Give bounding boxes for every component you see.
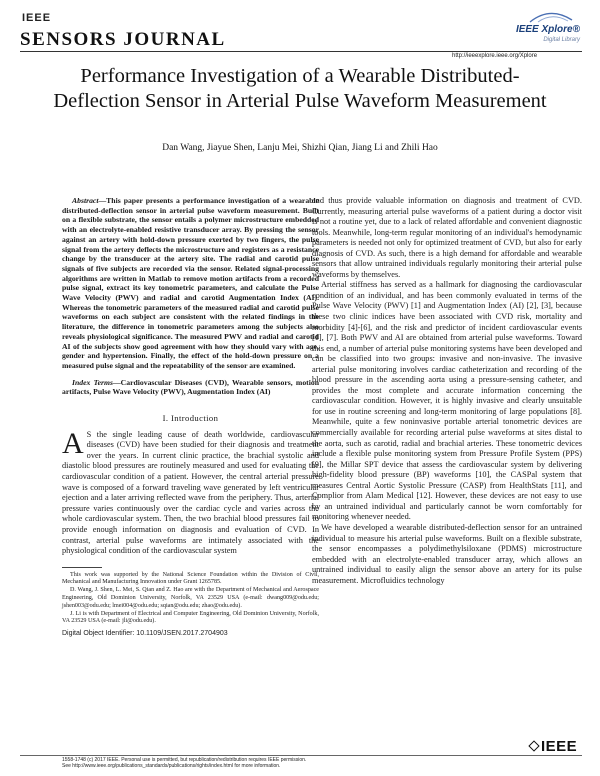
copyright-line: 1558-1748 (c) 2017 IEEE. Personal use is permitted, but republication/redistribution requires IEEE permission. (62, 757, 307, 763)
xplore-url-link[interactable]: http://ieeexplore.ieee.org/Xplore (452, 53, 538, 59)
doi: Digital Object Identifier: 10.1109/JSEN.2017.2704903 (62, 630, 228, 638)
index-terms (62, 378, 319, 397)
header-rule (20, 51, 582, 52)
footnotes (62, 572, 319, 627)
ieee-footer-logo-text: IEEE (541, 738, 578, 755)
copyright-notice (62, 757, 306, 769)
right-column (312, 196, 582, 586)
footer-rule (20, 755, 582, 756)
index-terms-text: —Cardiovascular Diseases (CVD), Wearable sensors, motion artifacts, Pulse Wave Velocity (PWV), Augmentation Index (AI) (62, 377, 319, 397)
ieee-xplore-logo[interactable] (480, 10, 580, 50)
body-paragraph: Arterial stiffness has served as a hallmark for diagnosing the cardiovascular condition of an individual, and has been commonly evaluated in terms of the Pulse Wave Velocity (PWV) [1] and Augmentation Index (AI) [2], [3], because these two clinic indices have been associated with CVD risk, mortality and morbidity [4]-[6], and the risk and predictor of incident cardiovascular events [1], [7]. Both PWV and AI are obtained from arterial pulse waveforms. Toward this end, a number of arterial pulse monitoring systems have been developed and can be classified into two groups: invasive and non-invasive. The invasive arterial pulse monitoring involves cardiac catheterization and recording of the blood pressure in the ascending aorta using a pressure-sensing catheter, and provides the most complete and accurate information concerning the cardiovascular condition. However, it is highly invasive and clearly unsuitable for use in routine screening and long-term monitoring of large populations [8]. Meanwhile, quite a few noninvasive portable arterial tonometric devices are commercially available for recording arterial pulse waveforms at sites distal to the aorta, such as carotid, radial and brachial arteries. These tonometric devices include a flexible pulse monitoring system from Pressure Profile System (PPS) [9], the Millar SPT device that assess the cardiovascular system by delivering high-fidelity blood pressure (BP) waveforms [10], the CASPal system that measures Central Aortic Systolic Pressure (CASP) from HealthStats [11], and Complior from Alam Medical [12]. However, these devices are not easy to use by an untrained individual and particularly cannot be worn comfortably for monitoring whenever needed. (312, 280, 582, 522)
xplore-arc-icon (528, 10, 574, 24)
body-paragraph: We have developed a wearable distributed-deflection sensor for an untrained individual to measure his arterial pulse waveforms. Built on a flexible substrate, the sensor encompasses a polydimethylsiloxane (PDMS) microstructure embedded with an electrolyte-enabled transducer array, which allows an untrained individual to easily align the sensor above an artery for its pulse measurement. Microfluidics technology (312, 522, 582, 585)
index-terms-lead: Index Terms (72, 377, 113, 387)
paper-title: Performance Investigation of a Wearable Distributed-Deflection Sensor in Arterial Pulse Waveform Measurement (53, 65, 547, 112)
footnote-affiliation-2: J. Li is with Department of Electrical and Computer Engineering, Old Dominion University, Norfolk, VA 23529 USA (e-mail: jli@odu.edu). (62, 610, 319, 625)
ieee-small-logo: IEEE (22, 12, 52, 24)
footnote-funding: This work was supported by the National Science Foundation within the Division of Civil, Mechanical and Manufacturing Innovation under Grant 1265785. (62, 571, 319, 586)
journal-name: SENSORS JOURNAL (20, 29, 226, 50)
intro-text: S the single leading cause of death worldwide, cardiovascular diseases (CVD) have been studied for their diagnosis and treatment over the years. In current clinic practice, the brachial systolic and diastolic blood pressures are routinely measured and used for evaluating the cardiovascular condition of a patient. However, the central arterial pressure wave is composed of a forward traveling wave generated by left ventricular ejection and a later arriving reflected wave from the periphery. Thus, arterial pressure varies continuously over the cardiac cycle and varies across the whole cardiovascular system. Then, the two brachial blood pressures fail to provide enough information on diagnosis and evaluation of CVD. In contrast, arterial pulse waveforms are intimately associated with the physiological condition of the cardiovascular system (62, 429, 319, 556)
footnote-rule (62, 567, 102, 568)
intro-paragraph (62, 426, 319, 557)
ieee-diamond-icon (528, 740, 539, 751)
permissions-line[interactable]: See http://www.ieee.org/publications_standards/publications/rights/index.html for more information. (62, 763, 281, 770)
abstract (62, 196, 319, 371)
abstract-text: —This paper presents a performance investigation of a wearable distributed-deflection sensor in arterial pulse waveform measurement. Built on a flexible substrate, the sensor entails a polymer microstructure embedded with an electrolyte-enabled resistive transducer array. By pressing the sensor against an artery with hold-down pressure exerted by two fingers, the pulse signal from the artery deflects the microstructure and registers as a resistance change by the transducer at the artery site. The radial and carotid pulse signals of five subjects are recorded via the sensor. Related signal-processing algorithms are written in Matlab to remove motion artifacts from a recorded pulse signal, extract its key tonometric parameters, and calculate the Pulse Wave Velocity (PWV) and radial and carotid Augmentation Index (AI). Whereas the tonometric parameters of the measured radial and carotid pulse waveforms on each subject are consistent with the related findings in the literature, the difference in tonometric parameters among the subjects also reveals physiological significance. The measured PWV and radial and carotid AI of the subjects show good agreement with how they should vary with age, gender and hypertension. Finally, the effect of the hold-down pressure on a measured pulse signal and the repeatability of the sensor are examined. (62, 196, 319, 370)
ieee-footer-logo (530, 738, 577, 755)
abstract-lead: Abstract (72, 196, 99, 205)
author-list: Dan Wang, Jiayue Shen, Lanju Mei, Shizhi Qian, Jiang Li and Zhili Hao (162, 143, 438, 153)
body-paragraph: and thus provide valuable information on diagnosis and treatment of CVD. Currently, measuring arterial pulse waveforms of a patient during a doctor visit is not a routine yet, due to a lack of related affordable and convenient diagnostic tools. Meanwhile, long-term regular monitoring of an individual's hemodynamic parameters is needed not only for optimized treatment of CVD, but also for early diagnosis of CVD. As such, there is a high demand for affordable and wearable sensors that allow untrained individuals regularly monitoring their arterial pulse waveforms by themselves. (312, 196, 582, 279)
xplore-subtitle: Digital Library (543, 37, 580, 43)
footnote-affiliation-1: D. Wang, J. Shen, L. Mei, S. Qian and Z. Hao are with the Department of Mechanical and Aerospace Engineering, Old Dominion University, Norfolk, VA 23529 USA (e-mail: dwang009@odu.edu; jshen003@odu.edu; lmei004@odu.edu; sqian@odu.edu; zhao@odu.edu). (62, 587, 319, 609)
xplore-name: IEEE Xplore® (515, 24, 580, 35)
section-heading-introduction: I. Introduction (162, 413, 219, 424)
left-column (62, 196, 319, 640)
drop-cap: A (62, 426, 84, 460)
